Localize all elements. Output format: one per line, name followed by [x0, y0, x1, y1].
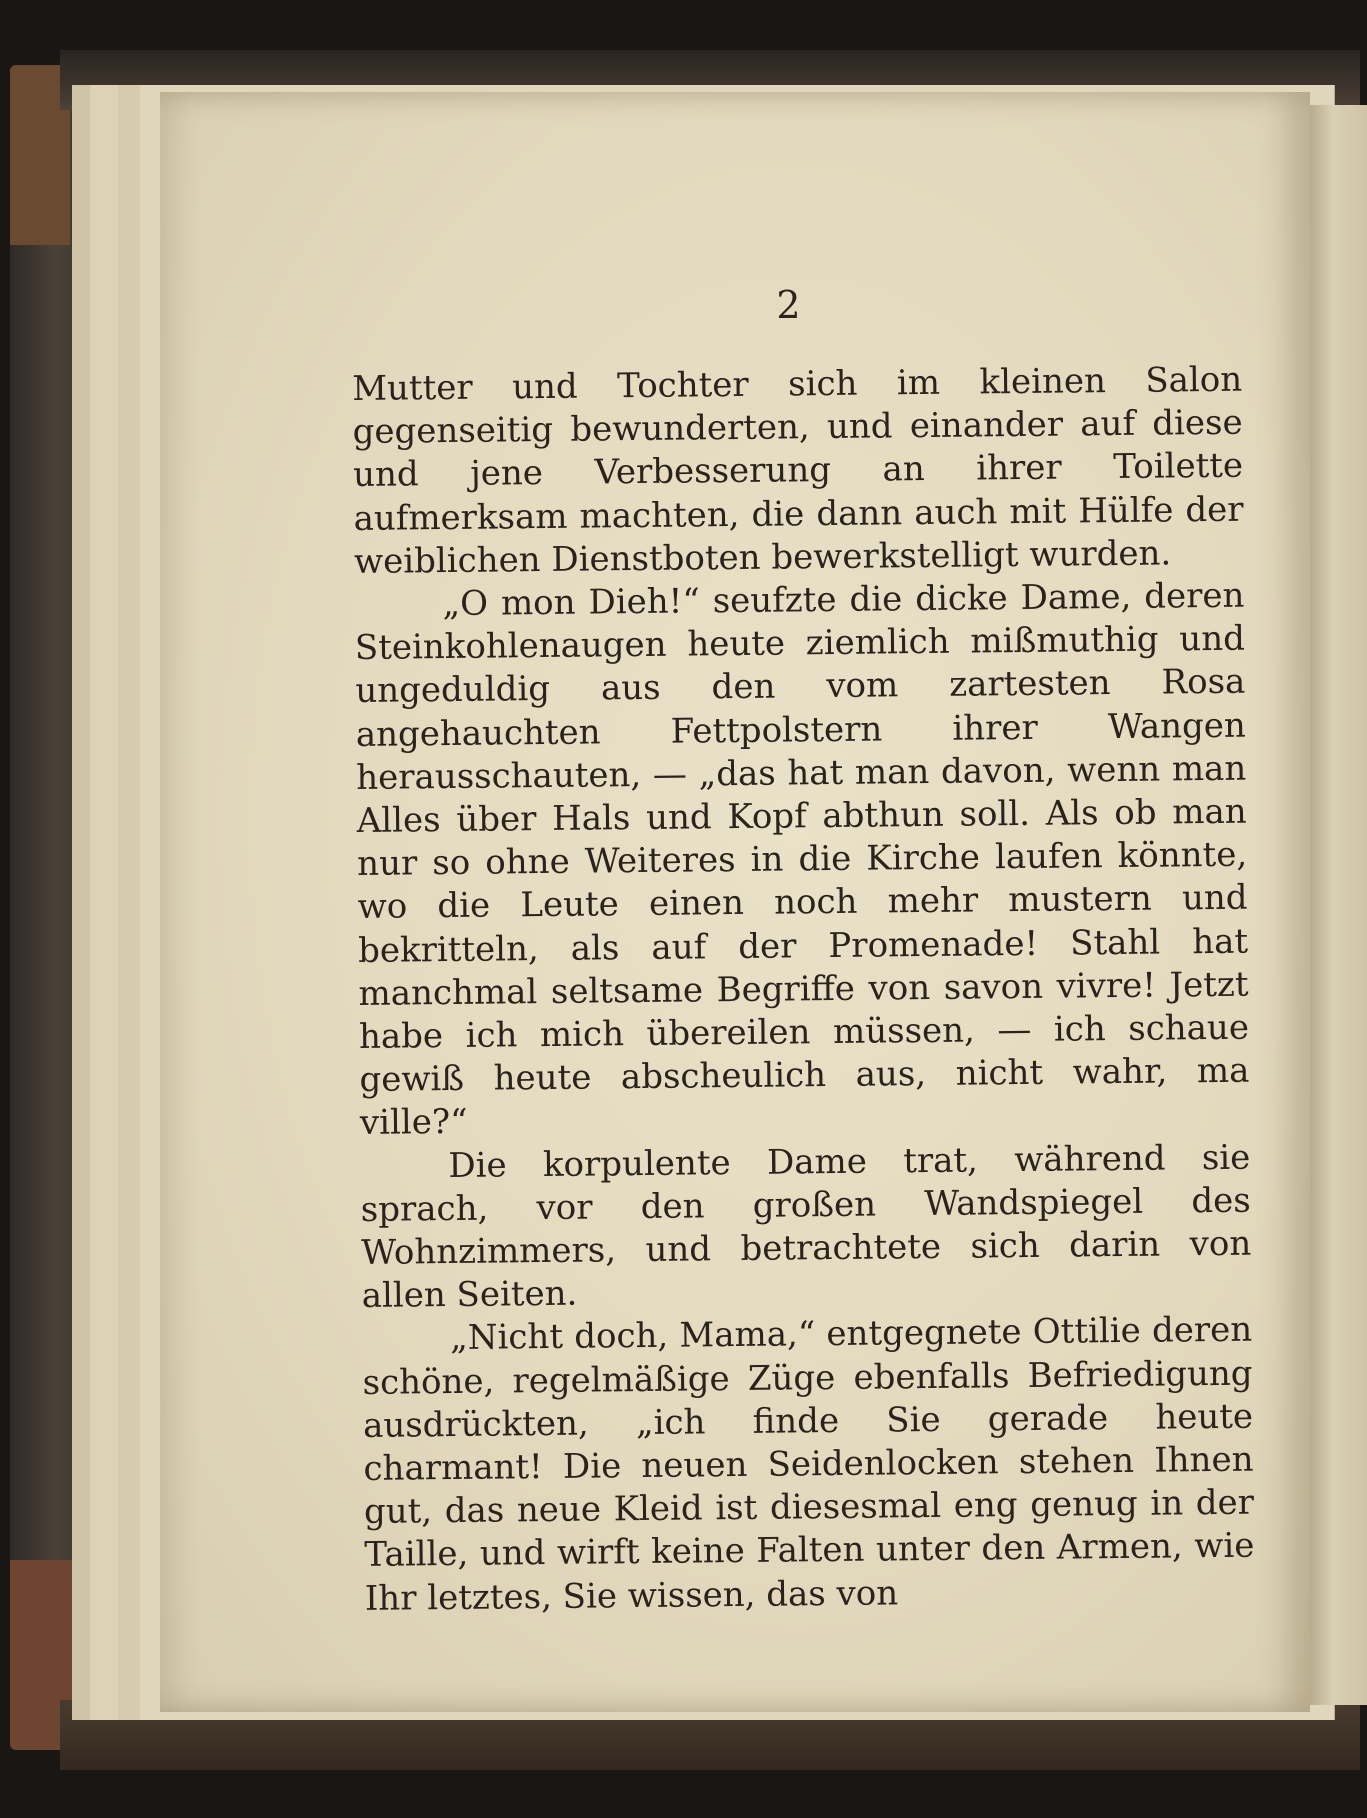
page-number: 2	[776, 283, 801, 327]
facing-page-edge	[1310, 105, 1367, 1705]
body-text	[352, 359, 1255, 1621]
paragraph: „Nicht doch, Mama,“ entgegnete Ottilie deren schöne, regelmäßige Züge ebenfalls Befriedigung ausdrückten, „ich finde Sie gerade heute charmant! Die neuen Seidenlocken stehen Ihnen gut, das neue Kleid ist diesesmal eng genug in der Taille, und wirft keine Falten unter den Armen, wie Ihr letztes, Sie wissen, das von	[362, 1310, 1255, 1619]
paragraph: „O mon Dieh!“ seufzte die dicke Dame, deren Steinkohlenaugen heute ziemlich mißmuthig und ungeduldig aus den vom zartesten Rosa angehauchten Fettpolstern ihrer Wangen herausschauten, — „das hat man davon, wenn man Alles über Hals und Kopf abthun soll. Als ob man nur so ohne Weiteres in die Kirche laufen könnte, wo die Leute einen noch mehr mustern und bekritteln, als auf der Promenade! Stahl hat manchmal seltsame Begriffe von savon vivre! Jetzt habe ich mich übereilen müssen, — ich schaue gewiß heute abscheulich aus, nicht wahr, ma ville?“	[354, 575, 1250, 1144]
paragraph: Die korpulente Dame trat, während sie sprach, vor den großen Wandspiegel des Wohnzimmers, und betrachtete sich darin von allen Seiten.	[360, 1137, 1252, 1317]
paragraph: Mutter und Tochter sich im kleinen Salon gegenseitig bewunderten, und einander auf diese und jene Verbesserung an ihrer Toilette aufmerksam machten, die dann auch mit Hülfe der weiblichen Dienstboten bewerkstelligt wurden.	[352, 359, 1244, 582]
